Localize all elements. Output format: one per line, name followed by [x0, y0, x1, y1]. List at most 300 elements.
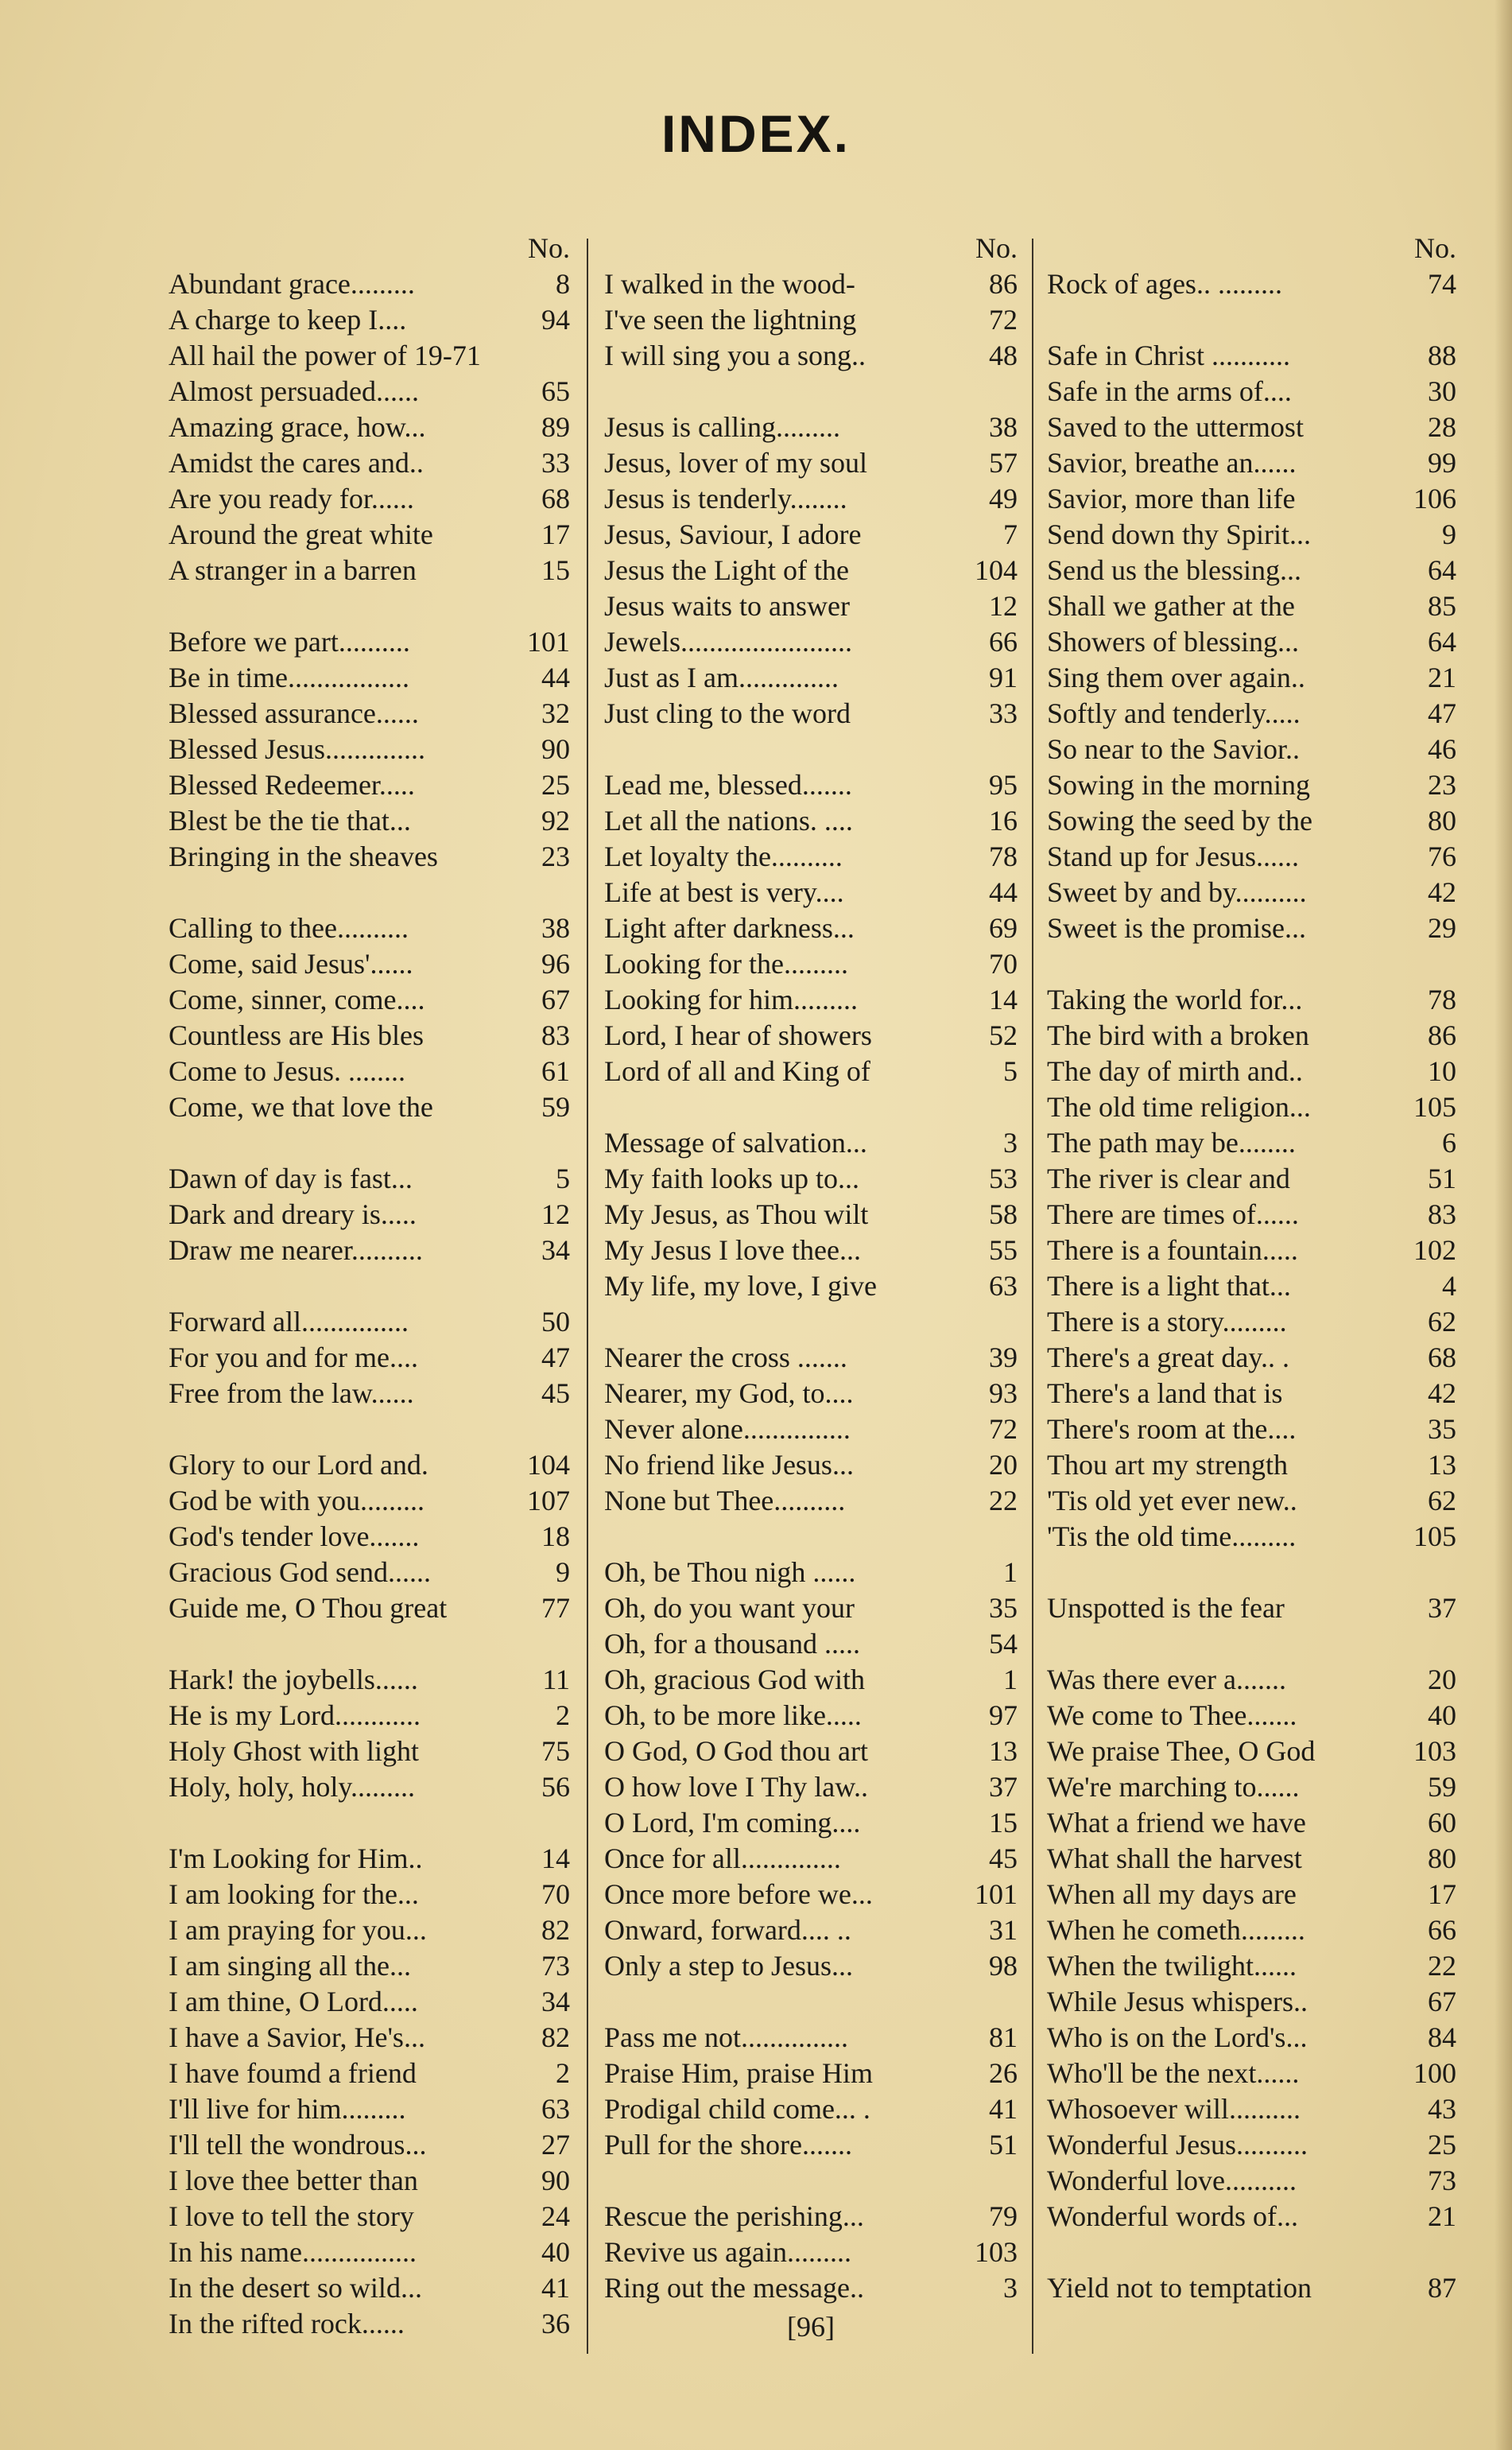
hymn-number: 14 [541, 1842, 570, 1874]
section-gap [169, 1125, 570, 1161]
hymn-title: Savior, more than life [1047, 483, 1296, 514]
hymn-title: Holy, holy, holy......... [169, 1771, 415, 1803]
hymn-title: We're marching to...... [1047, 1771, 1300, 1803]
index-entry [604, 982, 1018, 1018]
index-entry [604, 1948, 1018, 1984]
index-entry [1047, 1662, 1456, 1698]
hymn-title: All hail the power of 19-71 [169, 340, 481, 371]
section-gap [169, 1268, 570, 1304]
index-entry [604, 875, 1018, 910]
hymn-number: 59 [1428, 1771, 1456, 1803]
hymn-number: 68 [541, 483, 570, 514]
hymn-number: 82 [541, 1914, 570, 1946]
hymn-number: 40 [1428, 1699, 1456, 1731]
hymn-number: 9 [556, 1556, 570, 1588]
hymn-number: 8 [556, 268, 570, 300]
hymn-number: 105 [1413, 1091, 1456, 1123]
index-entry [604, 1769, 1018, 1805]
index-entry [169, 1698, 570, 1734]
hymn-number: 54 [989, 1628, 1018, 1660]
hymn-number: 44 [989, 876, 1018, 908]
hymn-number: 66 [989, 626, 1018, 658]
index-entry [604, 1125, 1018, 1161]
hymn-number: 13 [1428, 1449, 1456, 1481]
index-entry [1047, 445, 1456, 481]
hymn-title: I'll tell the wondrous... [169, 2129, 427, 2161]
column-divider [587, 239, 588, 2354]
index-entry [169, 1519, 570, 1555]
hymn-title: Wonderful love.......... [1047, 2165, 1297, 2196]
section-gap [604, 1304, 1018, 1340]
index-entry [604, 1805, 1018, 1841]
hymn-title: In the desert so wild... [169, 2272, 422, 2304]
hymn-title: Just as I am.............. [604, 662, 839, 693]
hymn-number: 42 [1428, 876, 1456, 908]
hymn-title: Once for all.............. [604, 1842, 841, 1874]
hymn-number: 49 [989, 483, 1018, 514]
index-column-1 [169, 231, 570, 2342]
index-entry [1047, 1304, 1456, 1340]
hymn-number: 59 [541, 1091, 570, 1123]
hymn-number: 102 [1413, 1234, 1456, 1266]
hymn-title: Come, said Jesus'...... [169, 948, 413, 980]
hymn-title: Shall we gather at the [1047, 590, 1295, 622]
index-entry [604, 1233, 1018, 1268]
hymn-number: 46 [1428, 733, 1456, 765]
hymn-title: Sweet is the promise... [1047, 912, 1306, 944]
hymn-number: 15 [989, 1807, 1018, 1838]
hymn-number: 12 [989, 590, 1018, 622]
hymn-number: 97 [989, 1699, 1018, 1731]
index-entry [169, 517, 570, 553]
index-column-2 [604, 231, 1018, 2306]
hymn-number: 37 [1428, 1592, 1456, 1624]
hymn-title: Hark! the joybells...... [169, 1664, 418, 1695]
hymn-number: 33 [989, 697, 1018, 729]
hymn-title: The day of mirth and.. [1047, 1055, 1303, 1087]
hymn-title: Light after darkness... [604, 912, 855, 944]
hymn-number: 73 [541, 1950, 570, 1982]
index-entry [169, 445, 570, 481]
hymn-title: Free from the law...... [169, 1377, 414, 1409]
index-entry [169, 1662, 570, 1698]
hymn-number: 93 [989, 1377, 1018, 1409]
index-entry [169, 1018, 570, 1054]
hymn-number: 98 [989, 1950, 1018, 1982]
index-entry [1047, 1340, 1456, 1376]
index-entry [1047, 767, 1456, 803]
index-entry [1047, 1841, 1456, 1877]
section-gap [1047, 302, 1456, 338]
index-entry [1047, 1948, 1456, 1984]
hymn-number: 5 [1003, 1055, 1018, 1087]
hymn-title: Blessed Redeemer..... [169, 769, 415, 801]
hymn-number: 88 [1428, 340, 1456, 371]
hymn-title: Oh, be Thou nigh ...... [604, 1556, 856, 1588]
index-entry [604, 410, 1018, 445]
hymn-title: Thou art my strength [1047, 1449, 1288, 1481]
hymn-number: 13 [989, 1735, 1018, 1767]
index-entry [1047, 1161, 1456, 1197]
hymn-number: 70 [541, 1878, 570, 1910]
hymn-number: 32 [541, 697, 570, 729]
index-entry [169, 1089, 570, 1125]
hymn-title: Pull for the shore....... [604, 2129, 852, 2161]
hymn-number: 103 [1413, 1735, 1456, 1767]
hymn-number: 53 [989, 1163, 1018, 1194]
index-entry [169, 2199, 570, 2235]
hymn-title: Forward all............... [169, 1306, 409, 1338]
index-entry [1047, 1984, 1456, 2020]
index-entry [169, 1590, 570, 1626]
index-entry [169, 1161, 570, 1197]
index-entry [1047, 374, 1456, 410]
hymn-title: Come to Jesus. ........ [169, 1055, 406, 1087]
hymn-number: 28 [1428, 411, 1456, 443]
hymn-number: 64 [1428, 554, 1456, 586]
hymn-number: 78 [1428, 984, 1456, 1015]
hymn-number: 12 [541, 1198, 570, 1230]
hymn-number: 23 [541, 841, 570, 872]
index-entry [1047, 1912, 1456, 1948]
hymn-number: 104 [975, 554, 1018, 586]
hymn-number: 10 [1428, 1055, 1456, 1087]
hymn-title: Oh, do you want your [604, 1592, 855, 1624]
hymn-number: 56 [541, 1771, 570, 1803]
hymn-number: 73 [1428, 2165, 1456, 2196]
hymn-title: Ring out the message.. [604, 2272, 864, 2304]
index-entry [169, 1483, 570, 1519]
hymn-title: Revive us again......... [604, 2236, 851, 2268]
index-entry [169, 767, 570, 803]
hymn-title: Send us the blessing... [1047, 554, 1301, 586]
index-entry [1047, 1089, 1456, 1125]
hymn-number: 20 [989, 1449, 1018, 1481]
hymn-title: What a friend we have [1047, 1807, 1306, 1838]
hymn-title: My faith looks up to... [604, 1163, 859, 1194]
hymn-number: 43 [1428, 2093, 1456, 2125]
hymn-title: 'Tis old yet ever new.. [1047, 1485, 1297, 1516]
hymn-number: 72 [989, 304, 1018, 336]
hymn-number: 7 [1003, 518, 1018, 550]
hymn-title: Looking for him......... [604, 984, 858, 1015]
hymn-number: 100 [1413, 2057, 1456, 2089]
hymn-number: 104 [527, 1449, 570, 1481]
index-entry [604, 2235, 1018, 2270]
index-entry [604, 1626, 1018, 1662]
hymn-number: 34 [541, 1986, 570, 2017]
index-entry [1047, 1769, 1456, 1805]
hymn-number: 29 [1428, 912, 1456, 944]
hymn-title: Rescue the perishing... [604, 2200, 864, 2232]
hymn-title: Send down thy Spirit... [1047, 518, 1312, 550]
hymn-title: The path may be........ [1047, 1127, 1296, 1159]
hymn-number: 14 [989, 984, 1018, 1015]
hymn-number: 86 [1428, 1019, 1456, 1051]
hymn-title: There is a light that... [1047, 1270, 1291, 1302]
index-entry [1047, 266, 1456, 302]
index-entry [604, 2270, 1018, 2306]
index-entry [604, 1447, 1018, 1483]
hymn-number: 44 [541, 662, 570, 693]
hymn-number: 103 [975, 2236, 1018, 2268]
hymn-title: When all my days are [1047, 1878, 1297, 1910]
index-entry [1047, 2020, 1456, 2056]
section-gap [1047, 946, 1456, 982]
index-entry [1047, 803, 1456, 839]
hymn-number: 41 [541, 2272, 570, 2304]
index-entry [1047, 1698, 1456, 1734]
hymn-number: 4 [1442, 1270, 1456, 1302]
hymn-title: Holy Ghost with light [169, 1735, 420, 1767]
hymn-title: There is a fountain..... [1047, 1234, 1298, 1266]
hymn-number: 20 [1428, 1664, 1456, 1695]
index-entry [604, 2199, 1018, 2235]
hymn-title: Countless are His bles [169, 1019, 424, 1051]
index-entry [1047, 1519, 1456, 1555]
index-entry [1047, 1483, 1456, 1519]
section-gap [604, 374, 1018, 410]
hymn-number: 90 [541, 733, 570, 765]
index-entry [604, 1197, 1018, 1233]
column-header [1047, 231, 1456, 266]
index-entry [1047, 481, 1456, 517]
hymn-number: 95 [989, 769, 1018, 801]
hymn-title: Gracious God send...... [169, 1556, 431, 1588]
hymn-title: He is my Lord............ [169, 1699, 421, 1731]
section-gap [604, 2163, 1018, 2199]
hymn-number: 18 [541, 1520, 570, 1552]
index-entry [604, 338, 1018, 374]
hymn-title: Only a step to Jesus... [604, 1950, 853, 1982]
hymn-title: Jesus is tenderly........ [604, 483, 847, 514]
index-entry [169, 338, 570, 374]
index-entry [169, 1841, 570, 1877]
hymn-title: Bringing in the sheaves [169, 841, 438, 872]
section-gap [604, 1984, 1018, 2020]
hymn-number: 70 [989, 948, 1018, 980]
index-entry [169, 660, 570, 696]
index-entry [604, 910, 1018, 946]
index-entry [1047, 910, 1456, 946]
hymn-title: Yield not to temptation [1047, 2272, 1312, 2304]
index-entry [604, 839, 1018, 875]
hymn-title: Savior, breathe an...... [1047, 447, 1297, 479]
hymn-title: I love to tell the story [169, 2200, 414, 2232]
hymn-title: I'll live for him......... [169, 2093, 406, 2125]
index-entry [169, 410, 570, 445]
hymn-number: 87 [1428, 2272, 1456, 2304]
number-header-label: No. [1414, 232, 1456, 264]
hymn-number: 2 [556, 2057, 570, 2089]
hymn-number: 47 [541, 1341, 570, 1373]
hymn-number: 60 [1428, 1807, 1456, 1838]
hymn-title: Pass me not............... [604, 2021, 849, 2053]
hymn-title: Who is on the Lord's... [1047, 2021, 1308, 2053]
hymn-number: 55 [989, 1234, 1018, 1266]
hymn-title: Life at best is very.... [604, 876, 844, 908]
index-entry [604, 2091, 1018, 2127]
index-entry [1047, 1233, 1456, 1268]
index-entry [1047, 2163, 1456, 2199]
hymn-title: Are you ready for...... [169, 483, 414, 514]
hymn-number: 106 [1413, 483, 1456, 514]
hymn-title: The bird with a broken [1047, 1019, 1309, 1051]
hymn-number: 80 [1428, 1842, 1456, 1874]
hymn-number: 68 [1428, 1341, 1456, 1373]
index-entry [169, 732, 570, 767]
hymn-number: 72 [989, 1413, 1018, 1445]
hymn-title: What shall the harvest [1047, 1842, 1302, 1874]
section-gap [169, 1411, 570, 1447]
index-entry [1047, 1805, 1456, 1841]
hymn-title: Glory to our Lord and. [169, 1449, 428, 1481]
section-gap [1047, 1555, 1456, 1590]
hymn-title: O Lord, I'm coming.... [604, 1807, 861, 1838]
hymn-title: While Jesus whispers.. [1047, 1986, 1308, 2017]
section-gap [604, 1089, 1018, 1125]
hymn-title: When the twilight...... [1047, 1950, 1297, 1982]
hymn-number: 96 [541, 948, 570, 980]
index-entry [604, 481, 1018, 517]
hymn-title: God be with you......... [169, 1485, 425, 1516]
hymn-number: 38 [989, 411, 1018, 443]
hymn-number: 22 [989, 1485, 1018, 1516]
hymn-number: 94 [541, 304, 570, 336]
hymn-title: Draw me nearer.......... [169, 1234, 423, 1266]
hymn-number: 66 [1428, 1914, 1456, 1946]
index-entry [169, 1912, 570, 1948]
hymn-title: Lead me, blessed....... [604, 769, 852, 801]
hymn-number: 35 [989, 1592, 1018, 1624]
index-entry [169, 2020, 570, 2056]
index-entry [169, 2056, 570, 2091]
index-entry [169, 2270, 570, 2306]
hymn-number: 62 [1428, 1306, 1456, 1338]
hymn-title: Looking for the......... [604, 948, 848, 980]
hymn-number: 6 [1442, 1127, 1456, 1159]
hymn-title: Jesus the Light of the [604, 554, 849, 586]
hymn-number: 101 [975, 1878, 1018, 1910]
index-entry [169, 1376, 570, 1411]
hymn-title: Wonderful Jesus.......... [1047, 2129, 1308, 2161]
index-entry [169, 1734, 570, 1769]
index-entry [604, 2127, 1018, 2163]
hymn-title: Once more before we... [604, 1878, 873, 1910]
index-entry [1047, 1734, 1456, 1769]
index-entry [1047, 982, 1456, 1018]
hymn-number: 65 [541, 375, 570, 407]
index-entry [604, 1411, 1018, 1447]
hymn-title: I will sing you a song.. [604, 340, 866, 371]
index-entry [169, 2306, 570, 2342]
hymn-number: 3 [1003, 2272, 1018, 2304]
hymn-number: 30 [1428, 375, 1456, 407]
index-entry [169, 696, 570, 732]
hymn-number: 67 [1428, 1986, 1456, 2017]
index-entry [604, 946, 1018, 982]
index-entry [1047, 1054, 1456, 1089]
hymn-title: There's a great day.. . [1047, 1341, 1289, 1373]
hymn-number: 61 [541, 1055, 570, 1087]
hymn-title: Abundant grace......... [169, 268, 415, 300]
index-entry [604, 1268, 1018, 1304]
hymn-number: 62 [1428, 1485, 1456, 1516]
hymn-number: 42 [1428, 1377, 1456, 1409]
hymn-number: 76 [1428, 841, 1456, 872]
index-entry [1047, 1125, 1456, 1161]
hymn-number: 25 [541, 769, 570, 801]
hymn-title: Blessed Jesus.............. [169, 733, 425, 765]
section-gap [1047, 2235, 1456, 2270]
index-entry [604, 1662, 1018, 1698]
hymn-number: 38 [541, 912, 570, 944]
hymn-title: Unspotted is the fear [1047, 1592, 1285, 1624]
hymn-title: Almost persuaded...... [169, 375, 419, 407]
hymn-title: Safe in the arms of.... [1047, 375, 1292, 407]
hymn-title: Sweet by and by.......... [1047, 876, 1307, 908]
hymn-title: Oh, for a thousand ..... [604, 1628, 860, 1660]
hymn-number: 15 [541, 554, 570, 586]
hymn-title: Taking the world for... [1047, 984, 1303, 1015]
index-entry [169, 910, 570, 946]
hymn-title: Amazing grace, how... [169, 411, 426, 443]
index-entry [169, 1233, 570, 1268]
hymn-number: 11 [542, 1664, 570, 1695]
hymn-title: O God, O God thou art [604, 1735, 868, 1767]
hymn-number: 9 [1442, 518, 1456, 550]
hymn-number: 52 [989, 1019, 1018, 1051]
hymn-title: We praise Thee, O God [1047, 1735, 1316, 1767]
hymn-title: Amidst the cares and.. [169, 447, 424, 479]
index-entry [604, 767, 1018, 803]
index-entry [1047, 1018, 1456, 1054]
number-header-label: No. [528, 232, 570, 264]
section-gap [1047, 1626, 1456, 1662]
index-entry [1047, 839, 1456, 875]
hymn-title: Just cling to the word [604, 697, 851, 729]
section-gap [604, 1519, 1018, 1555]
hymn-number: 17 [541, 518, 570, 550]
hymn-title: Saved to the uttermost [1047, 411, 1304, 443]
hymn-number: 92 [541, 805, 570, 837]
hymn-number: 39 [989, 1341, 1018, 1373]
hymn-number: 47 [1428, 697, 1456, 729]
index-entry [169, 982, 570, 1018]
index-entry [1047, 1411, 1456, 1447]
index-entry [1047, 2056, 1456, 2091]
hymn-number: 51 [989, 2129, 1018, 2161]
index-entry [169, 1340, 570, 1376]
hymn-title: Rock of ages.. ......... [1047, 268, 1282, 300]
hymn-number: 63 [541, 2093, 570, 2125]
hymn-title: Calling to thee.......... [169, 912, 409, 944]
hymn-title: Oh, gracious God with [604, 1664, 865, 1695]
hymn-number: 69 [989, 912, 1018, 944]
hymn-title: Dawn of day is fast... [169, 1163, 413, 1194]
hymn-title: Sing them over again.. [1047, 662, 1305, 693]
hymn-number: 25 [1428, 2129, 1456, 2161]
page-edge-shadow [1495, 0, 1512, 2450]
index-entry [604, 624, 1018, 660]
hymn-number: 107 [527, 1485, 570, 1516]
index-entry [1047, 1447, 1456, 1483]
hymn-number: 58 [989, 1198, 1018, 1230]
hymn-title: Blessed assurance...... [169, 697, 419, 729]
hymn-title: My Jesus, as Thou wilt [604, 1198, 869, 1230]
hymn-title: Dark and dreary is..... [169, 1198, 417, 1230]
hymn-number: 67 [541, 984, 570, 1015]
